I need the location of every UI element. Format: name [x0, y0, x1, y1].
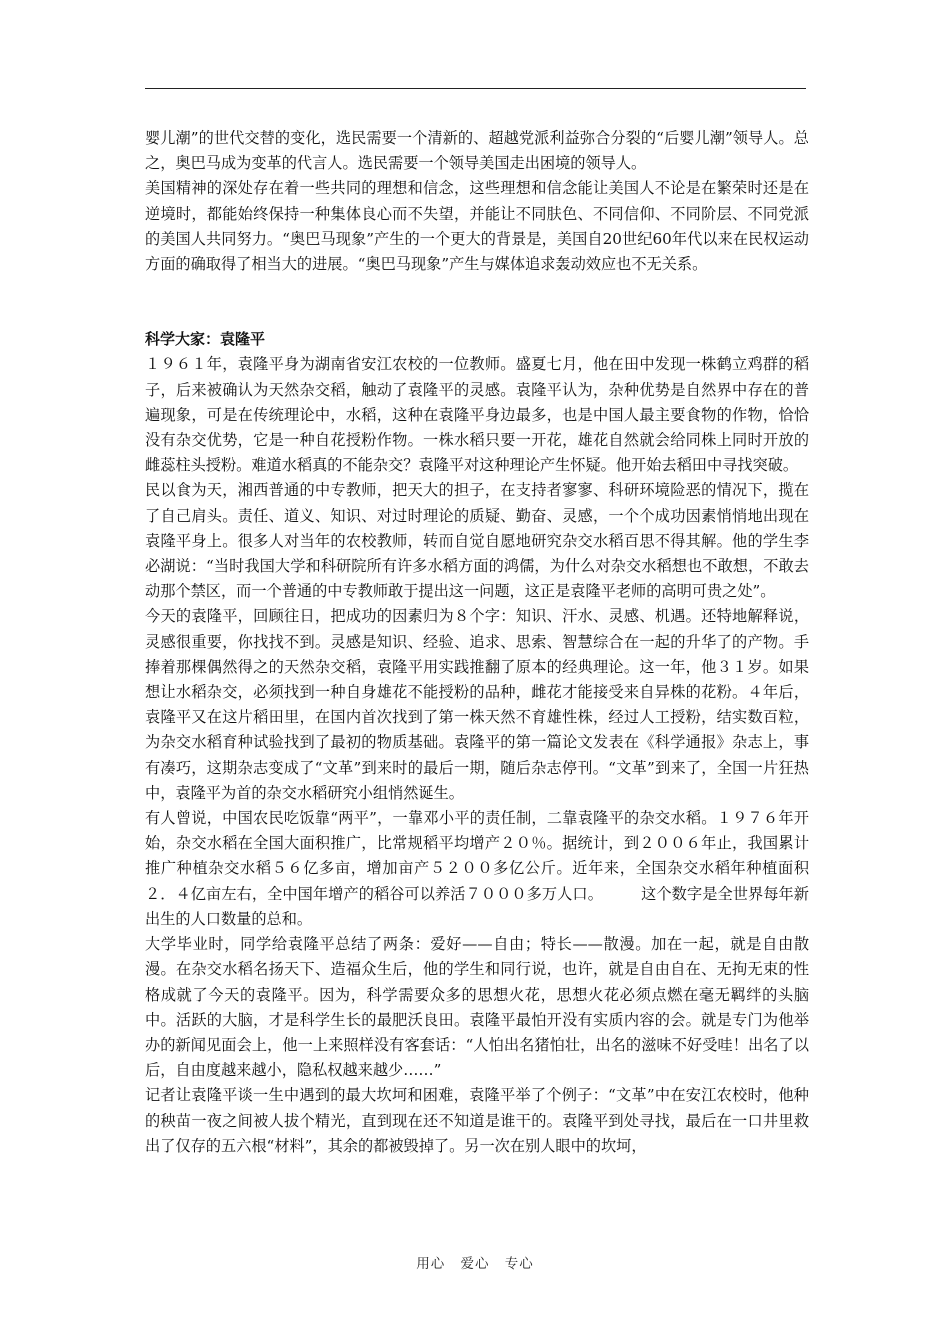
section-title: 科学大家：袁隆平 [145, 330, 266, 349]
paragraph: 婴儿潮”的世代交替的变化，选民需要一个清新的、超越党派利益弥合分裂的“后婴儿潮”领导人。总之，奥巴马成为变革的代言人。选民需要一个领导美国走出困境的领导人。 [145, 129, 809, 173]
paragraph: 有人曾说，中国农民吃饭靠“两平”，一靠邓小平的责任制，二靠袁隆平的杂交水稻。１９７６年开始，杂交水稻在全国大面积推广，比常规稻平均增产２０％。据统计，到２００６年止，我国累计推广种植杂交水稻５６亿多亩，增加亩产５２００多亿公斤。近年来，全国杂交水稻年种植面积２．４亿亩左右，全中国年增产的稻谷可以养活７０００多万人口。 这个数字是全世界每年新出生的人口数量的总和。 [145, 809, 809, 928]
paragraph: 美国精神的深处存在着一些共同的理想和信念，这些理想和信念能让美国人不论是在繁荣时还是在逆境时，都能始终保持一种集体良心而不失望，并能让不同肤色、不同信仰、不同阶层、不同党派的美国人共同努力。“奥巴马现象”产生的一个更大的背景是，美国自20世纪60年代以来在民权运动方面的确取得了相当大的进展。“奥巴马现象”产生与媒体追求轰动效应也不无关系。 [145, 179, 809, 274]
paragraph: １９６１年，袁隆平身为湖南省安江农校的一位教师。盛夏七月，他在田中发现一株鹤立鸡群的稻子，后来被确认为天然杂交稻，触动了袁隆平的灵感。袁隆平认为，杂种优势是自然界中存在的普遍现象，可是在传统理论中，水稻，这种在袁隆平身边最多，也是中国人最主要食物的作物，恰恰没有杂交优势，它是一种自花授粉作物。一株水稻只要一开花，雄花自然就会给同株上同时开放的雌蕊柱头授粉。难道水稻真的不能杂交？袁隆平对这种理论产生怀疑。他开始去稻田中寻找突破。 [145, 355, 809, 475]
paragraph: 今天的袁隆平，回顾往日，把成功的因素归为８个字：知识、汗水、灵感、机遇。还特地解释说，灵感很重要，你找找不到。灵感是知识、经验、追求、思索、智慧综合在一起的升华了的产物。手捧着那棵偶然得之的天然杂交稻，袁隆平用实践推翻了原本的经典理论。这一年，他３１岁。如果想让水稻杂交，必须找到一种自身雄花不能授粉的品种，雌花才能接受来自异株的花粉。４年后，袁隆平又在这片稻田里，在国内首次找到了第一株天然不育雄性株，经过人工授粉，结实数百粒，为杂交水稻育种试验找到了最初的物质基础。袁隆平的第一篇论文发表在《科学通报》杂志上，事有凑巧，这期杂志变成了“文革”到来时的最后一期，随后杂志停刊。“文革”到来了，全国一片狂热中，袁隆平为首的杂交水稻研究小组悄然诞生。 [145, 607, 809, 802]
main-text [145, 126, 809, 1159]
paragraph: 大学毕业时，同学给袁隆平总结了两条：爱好——自由；特长——散漫。加在一起，就是自由散漫。在杂交水稻名扬天下、造福众生后，他的学生和同行说，也许，就是自由自在、无拘无束的性格成就了今天的袁隆平。因为，科学需要众多的思想火花，思想火花必须点燃在毫无羁绊的头脑中。活跃的大脑，才是科学生长的最肥沃良田。袁隆平最怕开没有实质内容的会。就是专门为他举办的新闻见面会上，他一上来照样没有客套话：“人怕出名猪怕壮，出名的滋味不好受哇！出名了以后，自由度越来越小，隐私权越来越少……” [145, 935, 809, 1080]
page-footer: 用心 爱心 专心 [416, 1256, 534, 1272]
paragraph: 民以食为天，湘西普通的中专教师，把天大的担子，在支持者寥寥、科研环境险恶的情况下，揽在了自己肩头。责任、道义、知识、对过时理论的质疑、勤奋、灵感，一个个成功因素悄悄地出现在袁隆平身上。很多人对当年的农校教师，转而自觉自愿地研究杂交水稻百思不得其解。他的学生李必湖说：“当时我国大学和科研院所有许多水稻方面的鸿儒，为什么对杂交水稻想也不敢想，不敢去动那个禁区，而一个普通的中专教师敢于提出这一问题，这正是袁隆平老师的高明可贵之处”。 [145, 481, 809, 601]
paragraph: 记者让袁隆平谈一生中遇到的最大坎坷和困难，袁隆平举了个例子：“文革”中在安江农校时，他种的秧苗一夜之间被人拔个精光，直到现在还不知道是谁干的。袁隆平到处寻找，最后在一口井里救出了仅存的五六根“材料”，其余的都被毁掉了。另一次在别人眼中的坎坷， [145, 1086, 809, 1155]
section-gap [145, 277, 809, 327]
header-rule [145, 88, 806, 89]
